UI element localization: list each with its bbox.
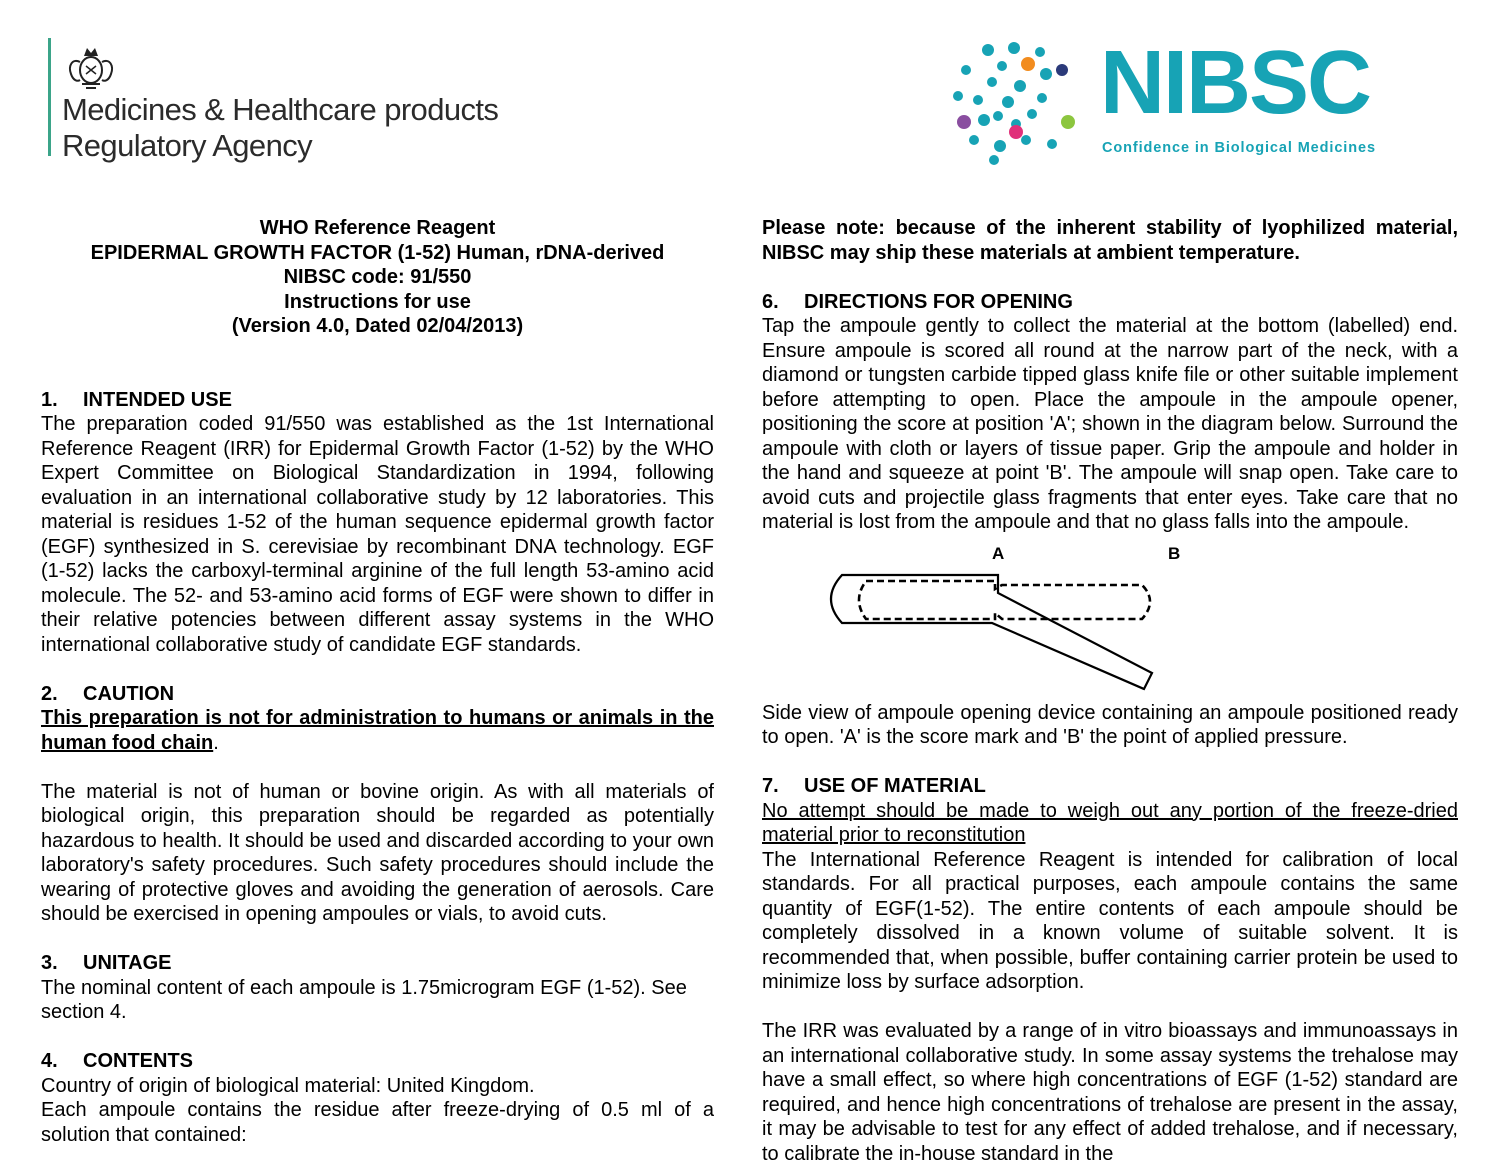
mhra-agency-name: Medicines & Healthcare products Regulatory Agency — [62, 92, 499, 163]
diagram-caption: Side view of ampoule opening device containing an ampoule positioned ready to open. 'A' is the score mark and 'B' the point of applied pressure. — [762, 701, 1458, 748]
ampoule-opener-diagram — [762, 543, 1458, 701]
section-directions-for-opening — [762, 290, 1458, 750]
nibsc-tagline: Confidence in Biological Medicines — [1102, 140, 1376, 156]
section-heading: 2. CAUTION — [41, 682, 175, 705]
section-intended-use — [41, 388, 714, 658]
section-heading: 6. DIRECTIONS FOR OPENING — [762, 290, 1073, 313]
section-contents — [41, 1049, 714, 1147]
nibsc-wordmark: NIBSC — [1100, 33, 1371, 133]
title-line: Instructions for use — [284, 290, 471, 313]
shipping-note: Please note: because of the inherent stability of lyophilized material, NIBSC may ship these materials at ambient temperature. — [762, 217, 1458, 264]
contents-origin: Country of origin of biological material: United Kingdom. — [41, 1074, 535, 1097]
diagram-label-a: A — [992, 543, 1005, 563]
right-column — [762, 216, 1458, 1166]
section-body: The preparation coded 91/550 was established as the 1st International Reference Reagent (IRR) for Epidermal Growth Factor (1-52) by the WHO Expert Committee on Biological Standardization in 1994, following evaluation in an international collaborative study by 12 laboratories. This material is residues 1-52 of the human sequence epidermal growth factor (EGF) synthesized in S. cerevisiae by recombinant DNA technology. EGF (1-52) lacks the carboxyl-terminal arginine of the full length 53-amino acid molecule. The 52- and 53-amino acid forms of EGF were shown to differ in their relative potencies between different assay systems in the WHO international collaborative study of candidate EGF standards. — [41, 413, 714, 656]
title-line: EPIDERMAL GROWTH FACTOR (1-52) Human, rDNA-derived — [90, 241, 665, 264]
nibsc-dots-icon — [948, 36, 1088, 166]
section-unitage — [41, 951, 714, 1025]
caution-warning: This preparation is not for administration to humans or animals in the human food chain. — [41, 707, 714, 754]
contents-description: Each ampoule contains the residue after freeze-drying of 0.5 ml of a solution that contained: — [41, 1099, 714, 1146]
use-warning: No attempt should be made to weigh out any portion of the freeze-dried material prior to reconstitution — [762, 799, 1458, 846]
title-line: (Version 4.0, Dated 02/04/2013) — [231, 315, 524, 337]
title-line: NIBSC code: 91/550 — [283, 266, 472, 288]
section-heading: 7. USE OF MATERIAL — [762, 775, 986, 797]
nibsc-logo — [948, 33, 1408, 166]
section-heading: 4. CONTENTS — [41, 1050, 193, 1072]
diagram-label-b: B — [1168, 543, 1181, 563]
section-use-of-material — [762, 774, 1458, 1166]
title-line: WHO Reference Reagent — [259, 217, 496, 239]
section-caution — [41, 682, 714, 927]
section-body: The nominal content of each ampoule is 1.75microgram EGF (1-52). See section 4. — [41, 976, 687, 1023]
section-body: Tap the ampoule gently to collect the material at the bottom (labelled) end. Ensure ampoule is scored all round at the narrow part of the neck, with a diamond or tungsten carbide tipped glass knife file or other suitable implement before attempting to open. Place the ampoule in the ampoule opener, positioning the score at position 'A'; shown in the diagram below. Surround the ampoule with cloth or layers of tissue paper. Grip the ampoule and holder in the hand and squeeze at point 'B'. The ampoule will snap open. Take care to avoid cuts and projectile glass fragments that enter eyes. Take care that no material is lost from the ampoule and that no glass falls into the ampoule. — [762, 315, 1458, 533]
left-column — [41, 216, 714, 1147]
mhra-logo-bar — [48, 38, 51, 156]
section-heading: 1. INTENDED USE — [41, 388, 232, 411]
section-heading: 3. UNITAGE — [41, 952, 172, 974]
section-body: The material is not of human or bovine origin. As with all materials of biological origin, this preparation should be regarded as potentially hazardous to health. It should be used and discarded according to your own laboratory's safety procedures. Such safety procedures should include the wearing of protective gloves and avoiding the generation of aerosols. Care should be exercised in opening ampoules or vials, to avoid cuts. — [41, 780, 714, 925]
document-title — [41, 216, 714, 339]
royal-crest-icon — [62, 40, 120, 92]
section-body: The IRR was evaluated by a range of in vitro bioassays and immunoassays in an international collaborative study. In some assay systems the trehalose may have a small effect, so where high concentrations of EGF (1-52) standard are required, and hence high concentrations of trehalose are present in the assay, it may be advisable to test for any effect of added trehalose, and if necessary, to calibrate the in-house standard in the — [762, 1020, 1458, 1165]
section-body: The International Reference Reagent is intended for calibration of local standards. For all practical purposes, each ampoule contains the same quantity of EGF(1-52). The entire contents of each ampoule should be completely dissolved in a known volume of suitable solvent. It is recommended that, when possible, buffer containing carrier protein be used to minimize loss by surface adsorption. — [762, 848, 1458, 993]
